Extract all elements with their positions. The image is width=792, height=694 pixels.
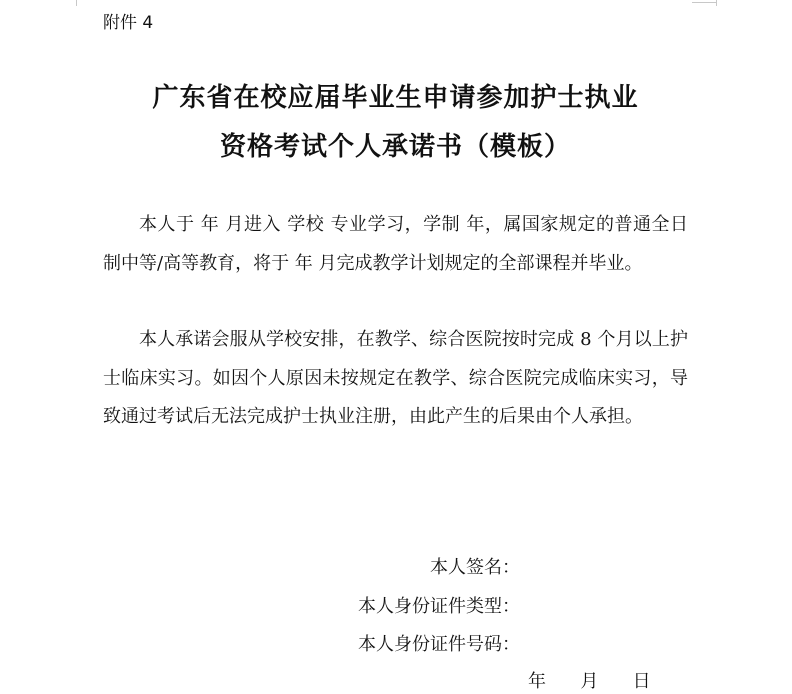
commitment-paragraph-internship: 本人承诺会服从学校安排，在教学、综合医院按时完成 8 个月以上护士临床实习。如因个人原因未按规定在教学、综合医院完成临床实习，导致通过考试后无法完成护士执业注册，由此产生的后果由个人承担。 — [103, 329, 688, 427]
document-title-line-2: 资格考试个人承诺书（模板） — [219, 132, 571, 162]
id-number-label: 本人身份证件号码： — [358, 634, 520, 655]
crop-mark-top-right-vertical — [716, 0, 717, 6]
signature-label: 本人签名： — [430, 557, 520, 578]
crop-mark-top-left — [76, 0, 77, 6]
attachment-label: 附件 4 — [103, 13, 154, 33]
crop-mark-top-right-horizontal — [692, 2, 716, 3]
id-type-label: 本人身份证件类型： — [358, 596, 520, 617]
commitment-paragraph-study: 本人于 年 月进入 学校 专业学习，学制 年，属国家规定的普通全日制中等/高等教育，将于 年 月完成教学计划规定的全部课程并毕业。 — [103, 214, 688, 274]
document-title-line-1: 广东省在校应届毕业生申请参加护士执业 — [152, 83, 639, 113]
date-line: 年 月 日 — [528, 671, 651, 692]
